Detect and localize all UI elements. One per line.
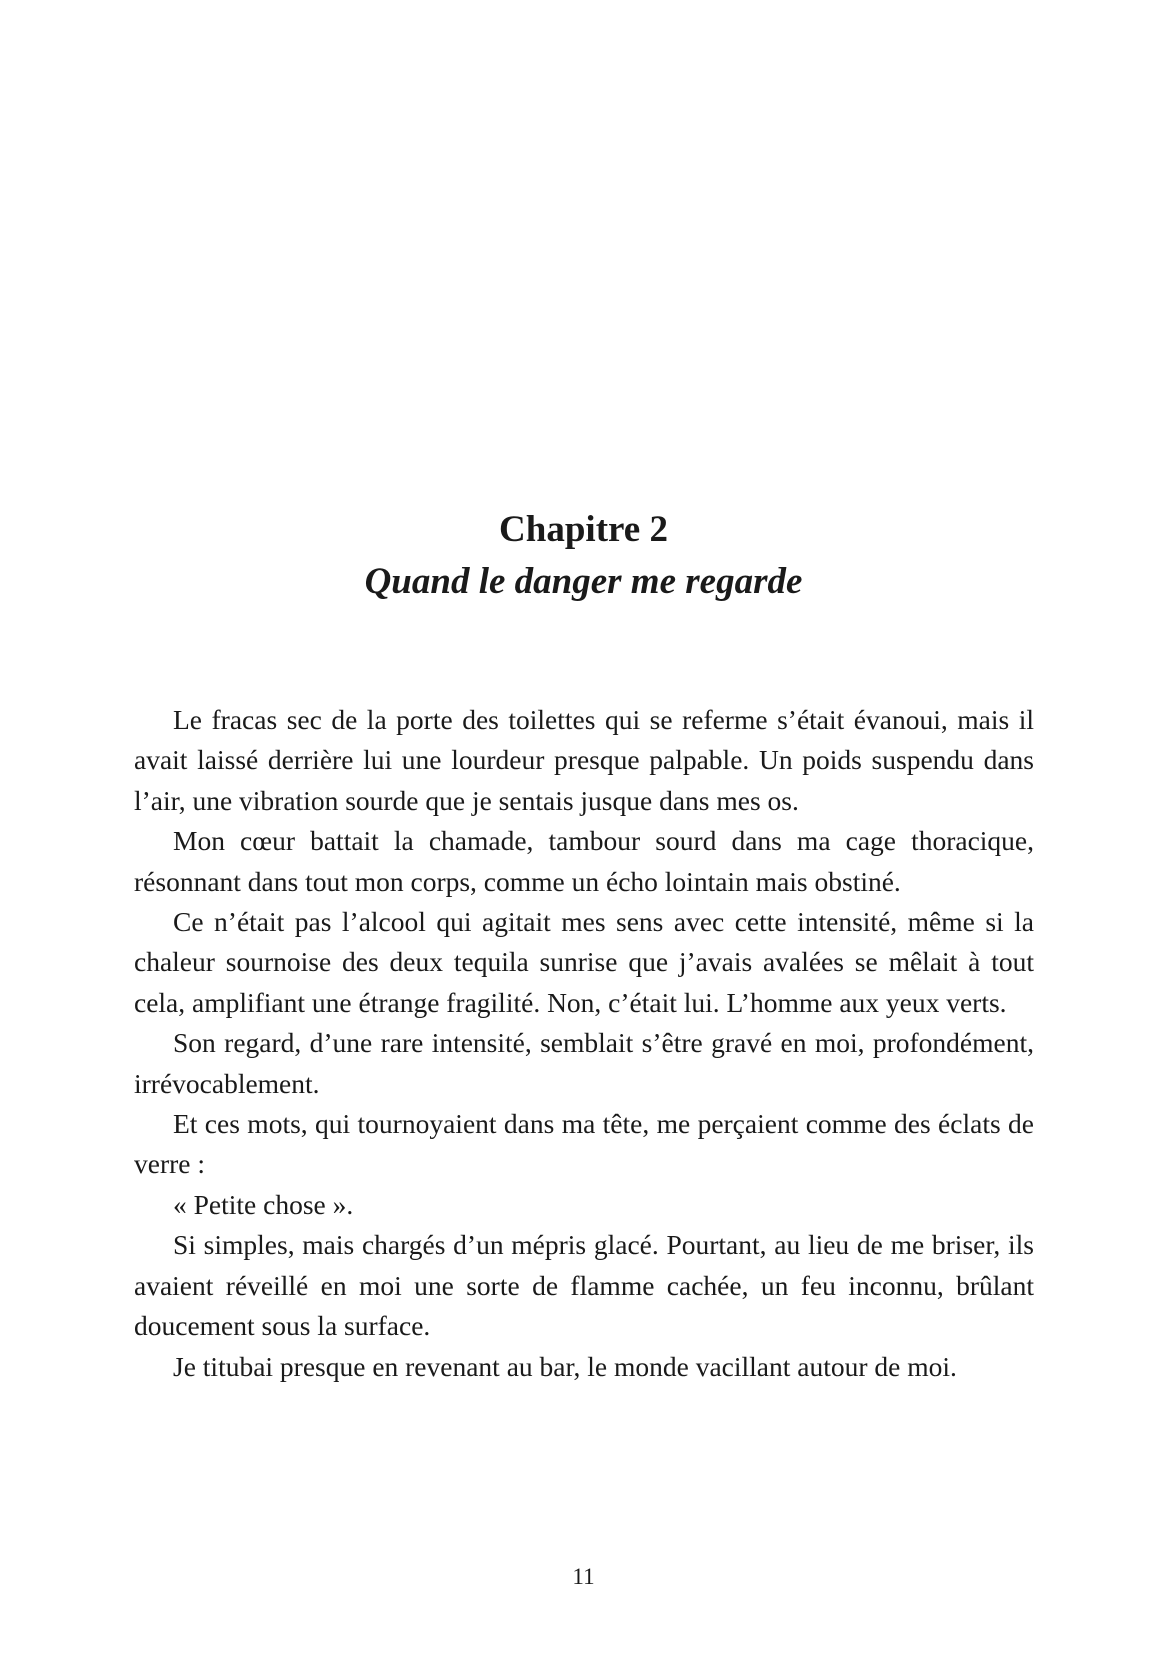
paragraph: « Petite chose ». [173, 1188, 354, 1220]
body-text [134, 700, 1034, 1387]
chapter-heading [0, 508, 1167, 604]
page-number: 11 [572, 1564, 595, 1589]
paragraph: Ce n’était pas l’alcool qui agitait mes sens avec cette intensité, même si la chaleur sournoise des deux tequila sunrise que j’avais avalées se mêlait à tout cela, amplifiant une étrange fragilité. Non, c’était lui. L’homme aux yeux verts. [134, 906, 1034, 1018]
chapter-subtitle: Quand le danger me regarde [364, 561, 803, 602]
paragraph: Le fracas sec de la porte des toilettes qui se referme s’était évanoui, mais il avait laissé derrière lui une lourdeur presque palpable. Un poids suspendu dans l’air, une vibration sourde que je sentais jusque dans mes os. [134, 704, 1034, 816]
paragraph: Mon cœur battait la chamade, tambour sourd dans ma cage thoracique, résonnant dans tout mon corps, comme un écho lointain mais obstiné. [134, 825, 1034, 897]
paragraph: Si simples, mais chargés d’un mépris glacé. Pourtant, au lieu de me briser, ils avaient réveillé en moi une sorte de flamme cachée, un feu inconnu, brûlant doucement sous la surface. [134, 1229, 1034, 1342]
paragraph: Son regard, d’une rare intensité, semblait s’être gravé en moi, profondément, irrévocablement. [134, 1027, 1034, 1099]
paragraph: Et ces mots, qui tournoyaient dans ma tête, me perçaient comme des éclats de verre : [134, 1108, 1034, 1180]
chapter-title: Chapitre 2 [499, 509, 668, 550]
paragraph: Je titubai presque en revenant au bar, le monde vacillant autour de moi. [173, 1350, 957, 1382]
